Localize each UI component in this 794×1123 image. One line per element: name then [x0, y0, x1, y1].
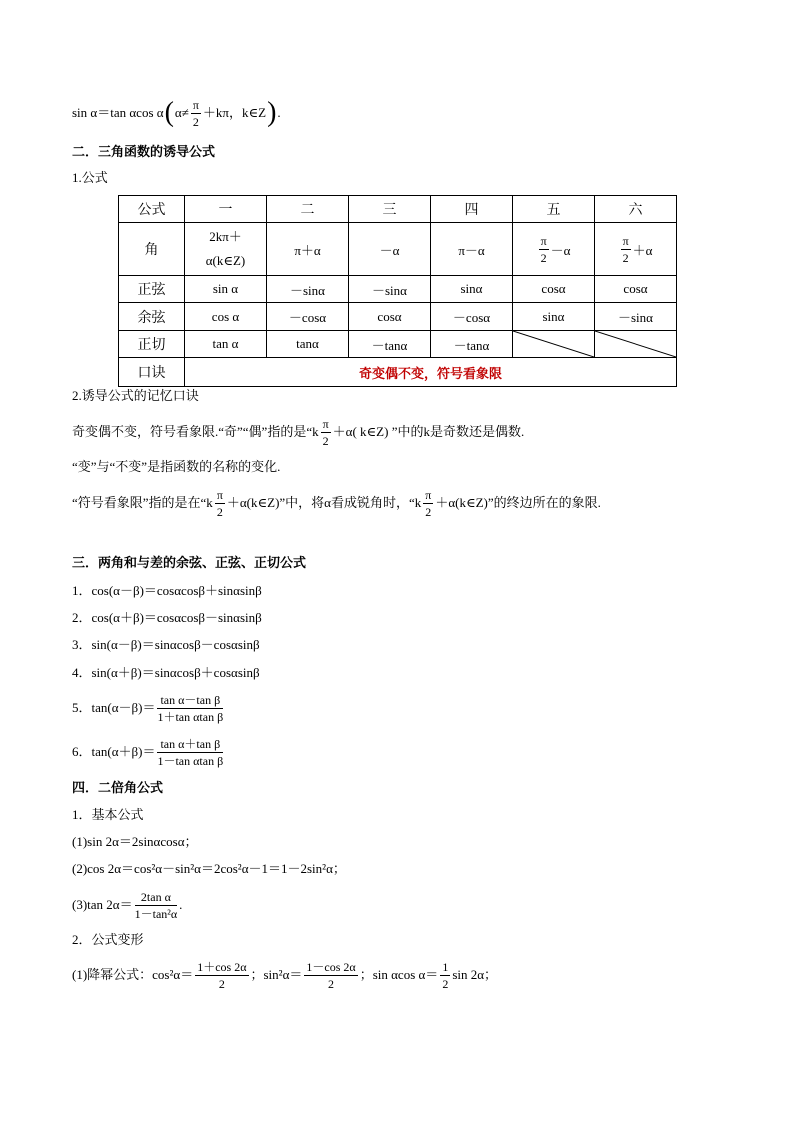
fraction-denominator: 1＋tan αtan β [157, 709, 224, 724]
identity-end: . [277, 105, 281, 120]
fraction-denominator: 2 [622, 251, 629, 265]
angle-expression [619, 234, 653, 265]
table-cell: －cosα [431, 303, 513, 331]
close-paren: ) [267, 97, 277, 128]
text-segment: ＋α(k∈Z)”的终边所在的象限. [435, 495, 601, 510]
pi-over-2-fraction [321, 417, 331, 448]
table-cell: cosα [595, 276, 677, 303]
mnemonic-text: 奇变偶不变，符号看象限 [185, 358, 677, 387]
fraction-denominator: 2 [328, 976, 335, 991]
table-cell: tan α [185, 331, 267, 358]
table-row-angle [119, 223, 677, 276]
pi-over-2-fraction [539, 234, 549, 265]
fraction-denominator: 2 [216, 504, 223, 519]
table-cell [185, 223, 267, 276]
formula-line: 3．sin(α－β)＝sinαcosβ－cosαsinβ [72, 637, 260, 652]
section-heading-double-angle: 四．二倍角公式 [72, 780, 164, 795]
formula-line [72, 734, 225, 770]
formula-lhs: 5．tan(α－β)＝ [72, 700, 156, 715]
fraction-numerator: π [192, 97, 199, 112]
table-cell: －cosα [267, 303, 349, 331]
formula-lhs: (3)tan 2α＝ [72, 897, 133, 912]
formula-fraction [135, 890, 178, 921]
formula-line: (1)sin 2α＝2sinαcosα； [72, 834, 198, 849]
header-cell: 五 [513, 196, 595, 223]
table-row-sine [119, 276, 677, 303]
table-cell: －sinα [267, 276, 349, 303]
formula-fraction [440, 960, 450, 991]
header-cell: 六 [595, 196, 677, 223]
fraction-denominator: 2 [540, 251, 547, 265]
table-cell: sin α [185, 276, 267, 303]
table-cell: tanα [267, 331, 349, 358]
table-cell: π－α [431, 223, 513, 276]
fraction-numerator: 1＋cos 2α [197, 959, 247, 974]
formula-line-power-reduction [72, 957, 497, 993]
row-label: 角 [119, 223, 185, 276]
text-segment: (1)降幂公式：cos²α＝ [72, 967, 194, 982]
fraction-numerator: 1 [442, 959, 449, 974]
fraction-denominator: 2 [192, 114, 199, 129]
section-heading-sum-difference: 三．两角和与差的余弦、正弦、正切公式 [72, 555, 307, 570]
fraction-denominator: 1－tan αtan β [157, 753, 224, 768]
angle-suffix: ＋α [632, 243, 653, 258]
header-cell: 四 [431, 196, 513, 223]
text-segment: sin 2α； [452, 967, 498, 982]
table-cell: sinα [431, 276, 513, 303]
pi-over-2-fraction [215, 488, 225, 519]
text-segment: ＋α( k∈Z) ”中的k是奇数还是偶数. [332, 424, 525, 439]
table-cell: －sinα [349, 276, 431, 303]
text-segment: “符号看象限”指的是在“k [72, 495, 213, 510]
pi-over-2-fraction [423, 488, 433, 519]
row-label: 正切 [119, 331, 185, 358]
table-cell: －tanα [431, 331, 513, 358]
angle-expression [537, 234, 571, 265]
identity-lhs: sin α＝tan αcos α [72, 105, 164, 120]
subheading-formula-variants: 2．公式变形 [72, 932, 144, 947]
table-cell: cos α [185, 303, 267, 331]
header-cell: 三 [349, 196, 431, 223]
fraction-numerator: 1－cos 2α [306, 959, 356, 974]
fraction-numerator: 2tan α [135, 890, 178, 906]
pi-over-2-fraction [621, 234, 631, 265]
table-cell [513, 223, 595, 276]
induction-formula-table [118, 195, 677, 387]
row-label: 正弦 [119, 276, 185, 303]
fraction-denominator: 2 [442, 976, 449, 991]
cell-line: α(k∈Z) [205, 253, 246, 268]
text-segment: 奇变偶不变，符号看象限.“奇”“偶”指的是“k [72, 424, 319, 439]
table-cell: －α [349, 223, 431, 276]
table-row-cosine [119, 303, 677, 331]
cell-line: 2kπ＋ [209, 229, 242, 244]
section-heading-induction: 二．三角函数的诱导公式 [72, 144, 216, 159]
fraction-denominator: 1－tan²α [134, 906, 178, 921]
empty-slashed-cell [595, 331, 677, 358]
paragraph-sign-quadrant [72, 485, 601, 521]
row-label: 余弦 [119, 303, 185, 331]
formula-line: (2)cos 2α＝cos²α－sin²α＝2cos²α－1＝1－2sin²α； [72, 861, 346, 876]
formula-line: 2．cos(α＋β)＝cosαcosβ－sinαsinβ [72, 610, 262, 625]
pi-over-2-fraction [191, 98, 201, 129]
table-cell: cosα [513, 276, 595, 303]
text-segment: ＋α(k∈Z)”中，将α看成锐角时，“k [226, 495, 422, 510]
empty-slashed-cell [513, 331, 595, 358]
table-cell: －tanα [349, 331, 431, 358]
text-segment: ；sin²α＝ [250, 967, 303, 982]
condition-pre: α≠ [174, 105, 189, 120]
paragraph-change: “变”与“不变”是指函数的名称的变化. [72, 459, 281, 474]
formula-end: . [179, 897, 183, 912]
paragraph-odd-even [72, 414, 524, 450]
formula-line [72, 887, 182, 923]
row-label: 口诀 [119, 358, 185, 387]
formula-fraction [195, 960, 248, 991]
diagonal-slash [513, 331, 594, 357]
formula-fraction [157, 737, 223, 768]
table-header-row [119, 196, 677, 223]
formula-fraction [157, 693, 223, 724]
fraction-numerator: π [425, 487, 432, 502]
table-cell: π＋α [267, 223, 349, 276]
header-cell: 二 [267, 196, 349, 223]
formula-line: 4．sin(α＋β)＝sinαcosβ＋cosαsinβ [72, 665, 260, 680]
formula-fraction [304, 960, 357, 991]
header-cell: 一 [185, 196, 267, 223]
open-paren: ( [164, 97, 174, 128]
table-cell: －sinα [595, 303, 677, 331]
diagonal-slash [595, 331, 676, 357]
table-row-tangent [119, 331, 677, 358]
text-segment: ；sin αcos α＝ [359, 967, 439, 982]
angle-suffix: －α [550, 243, 571, 258]
tan-identity-line [72, 95, 281, 131]
fraction-numerator: tan α＋tan β [157, 737, 223, 753]
formula-lhs: 6．tan(α＋β)＝ [72, 744, 156, 759]
formula-line: 1．cos(α－β)＝cosαcosβ＋sinαsinβ [72, 583, 262, 598]
header-cell: 公式 [119, 196, 185, 223]
fraction-numerator: π [540, 234, 547, 248]
fraction-numerator: π [622, 234, 629, 248]
fraction-numerator: π [216, 487, 223, 502]
fraction-denominator: 2 [218, 976, 225, 991]
table-cell: sinα [513, 303, 595, 331]
condition-post: ＋kπ，k∈Z [202, 105, 267, 120]
formula-line [72, 690, 225, 726]
subheading-mnemonic: 2.诱导公式的记忆口诀 [72, 388, 199, 403]
subheading-basic-formulas: 1．基本公式 [72, 807, 144, 822]
table-cell [595, 223, 677, 276]
subheading-formulas: 1.公式 [72, 170, 108, 185]
table-row-mnemonic [119, 358, 677, 387]
fraction-numerator: tan α－tan β [157, 693, 223, 709]
table-cell: cosα [349, 303, 431, 331]
fraction-numerator: π [322, 416, 329, 431]
fraction-denominator: 2 [322, 433, 329, 448]
fraction-denominator: 2 [425, 504, 432, 519]
